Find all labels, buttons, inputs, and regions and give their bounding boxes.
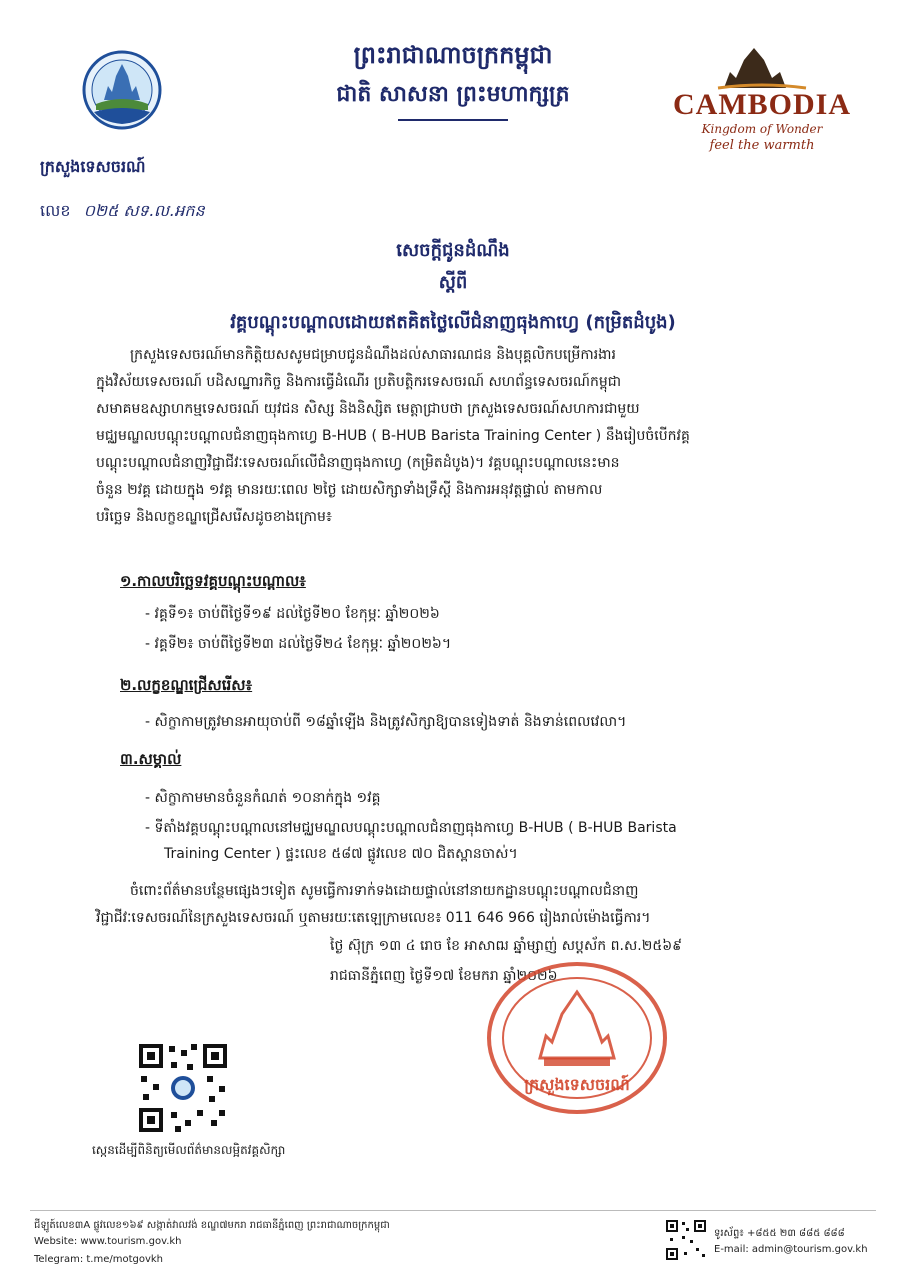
list-item-text: សិក្ខាកាមមានចំនួនកំណត់ ១០នាក់ក្នុង ១វគ្គ — [154, 790, 381, 806]
list-item-continuation: Training Center ) ផ្ទះលេខ ៥៨៧ ផ្លូវលេខ ៧០ ជិតស្ពានចាស់។ — [164, 846, 518, 862]
stamp-text: ក្រសួងទេសចរណ៍ — [524, 1075, 630, 1094]
ministry-of-tourism-logo — [82, 50, 162, 130]
list-item: - វគ្គទី១៖ ចាប់ពីថ្ងៃទី១៩ ដល់ថ្ងៃទី២០ ខែកុម្ភៈ ឆ្នាំ២០២៦ — [145, 606, 440, 622]
intro-line: មជ្ឈមណ្ឌលបណ្តុះបណ្តាលជំនាញធុងកាហ្វេ B-HUB ( B-HUB Barista Training Center ) នឹងរៀបចំបើកវគ្គ — [96, 428, 690, 444]
footer-phone: ទូរស័ព្ទ៖ +៨៥៥ ២៣ ៨៨៥ ៨៨៨ — [714, 1228, 845, 1239]
footer-address: ជីឡូត៍លេខ៣A ផ្លូវលេខ១៦៩ សង្កាត់វាលវង់ ខណ្ឌ៧មករា រាជធានីភ្នំពេញ ព្រះរាជាណាចក្រកម្ពុជា — [34, 1220, 390, 1231]
intro-line: បរិច្ឆេទ និងលក្ខខណ្ឌជ្រើសរើសដូចខាងក្រោម៖ — [96, 509, 332, 525]
reference-label: លេខ — [40, 201, 71, 220]
list-item-text: វគ្គទី១៖ ចាប់ពីថ្ងៃទី១៩ ដល់ថ្ងៃទី២០ ខែកុម្ភៈ ឆ្នាំ២០២៦ — [154, 606, 440, 622]
qr-caption: ស្កេនដើម្បីពិនិត្យមើលព័ត៌មានលម្អិតវគ្គសិក្សា — [92, 1143, 286, 1157]
document-type: សេចក្តីជូនដំណឹង — [396, 240, 510, 261]
intro-line: ចំនួន ២វគ្គ ដោយក្នុង ១វគ្គ មានរយៈពេល ២ថ្ងៃ ដោយសិក្សាទាំងទ្រឹស្តី និងការអនុវត្តផ្ទាល់ តាមកាល — [96, 482, 603, 498]
section-heading-criteria: ២.លក្ខខណ្ឌជ្រើសរើស៖ — [120, 676, 253, 694]
contact-line: ចំពោះព័ត៌មានបន្ថែមផ្សេងៗទៀត សូមធ្វើការទាក់ទងដោយផ្ទាល់នៅនាយកដ្ឋានបណ្តុះបណ្តាលជំនាញ — [130, 883, 639, 899]
footer-telegram[interactable]: Telegram: t.me/motgovkh — [34, 1254, 164, 1265]
brand-wordmark: CAMBODIA — [673, 88, 851, 121]
ministry-name: ក្រសួងទេសចរណ៍ — [40, 157, 146, 176]
national-motto: ជាតិ សាសនា ព្រះមហាក្សត្រ — [336, 82, 570, 107]
official-seal-stamp — [482, 958, 672, 1118]
list-item: - សិក្ខាកាមមានចំនួនកំណត់ ១០នាក់ក្នុង ១វគ្គ — [145, 790, 381, 806]
intro-paragraph — [96, 342, 836, 531]
course-qr-code[interactable] — [135, 1040, 231, 1136]
lunar-date: ថ្ងៃ ស៊ុក្រ ១៣ ៤ រោច ខែ អាសាឍ ឆ្នាំម្សាញ់ សប្តស័ក ព.ស.២៥៦៩ — [330, 938, 683, 954]
motto-divider — [398, 119, 508, 121]
footer-divider — [30, 1210, 876, 1211]
kingdom-heading: ព្រះរាជាណាចក្រកម្ពុជា — [353, 41, 553, 69]
list-item: - វគ្គទី២៖ ចាប់ពីថ្ងៃទី២៣ ដល់ថ្ងៃទី២៤ ខែកុម្ភៈ ឆ្នាំ២០២៦។ — [145, 636, 452, 652]
brand-tagline: feel the warmth — [709, 138, 815, 153]
reference-value: ០២៥ សទ.ល.អកន — [83, 201, 205, 220]
contact-paragraph — [96, 878, 856, 932]
footer-qr-code[interactable] — [664, 1218, 708, 1262]
intro-line: ក្នុងវិស័យទេសចរណ៍ បដិសណ្ឋារកិច្ច និងការធ្វើដំណើរ ប្រតិបត្តិករទេសចរណ៍ សហព័ន្ធទេសចរណ៍កម្ពុជា — [96, 374, 622, 390]
footer-website[interactable]: Website: www.tourism.gov.kh — [34, 1236, 182, 1247]
brand-subtitle: Kingdom of Wonder — [701, 122, 823, 136]
section-heading-schedule: ១.កាលបរិច្ឆេទវគ្គបណ្តុះបណ្តាល៖ — [120, 572, 306, 590]
section-heading-notes: ៣.សម្គាល់ — [120, 750, 182, 768]
reference-number — [40, 200, 205, 224]
list-item: - សិក្ខាកាមត្រូវមានអាយុចាប់ពី ១៨ឆ្នាំឡើង និងត្រូវសិក្សាឱ្យបានទៀងទាត់ និងទាន់ពេលវេលា។ — [145, 714, 627, 730]
intro-line: បណ្តុះបណ្តាលជំនាញវិជ្ជាជីវៈទេសចរណ៍លើជំនាញធុងកាហ្វេ (កម្រិតដំបូង)។ វគ្គបណ្តុះបណ្តាលនេះមាន — [96, 455, 620, 471]
list-item-text: ទីតាំងវគ្គបណ្តុះបណ្តាលនៅមជ្ឈមណ្ឌលបណ្តុះបណ្តាលជំនាញធុងកាហ្វេ B-HUB ( B-HUB Barista — [154, 820, 677, 836]
intro-line: សមាគមឧស្សាហកម្មទេសចរណ៍ យុវជន សិស្ស និងនិស្សិត មេត្តាជ្រាបថា ក្រសួងទេសចរណ៍សហការជាមួយ — [96, 401, 640, 417]
solar-date: រាជធានីភ្នំពេញ ថ្ងៃទី១៧ ខែមករា ឆ្នាំ២០២៦ — [330, 968, 558, 984]
intro-line: ក្រសួងទេសចរណ៍មានកិត្តិយសសូមជម្រាបជូនដំណឹងដល់សាធារណជន និងបុគ្គលិកបម្រើការងារ — [130, 347, 616, 363]
footer-email[interactable]: E-mail: admin@tourism.gov.kh — [714, 1244, 868, 1255]
list-item-text: វគ្គទី២៖ ចាប់ពីថ្ងៃទី២៣ ដល់ថ្ងៃទី២៤ ខែកុម្ភៈ ឆ្នាំ២០២៦។ — [154, 636, 452, 652]
about-label: ស្តីពី — [438, 272, 468, 293]
list-item: - ទីតាំងវគ្គបណ្តុះបណ្តាលនៅមជ្ឈមណ្ឌលបណ្តុះបណ្តាលជំនាញធុងកាហ្វេ B-HUB ( B-HUB Barista — [145, 820, 677, 836]
list-item-text: សិក្ខាកាមត្រូវមានអាយុចាប់ពី ១៨ឆ្នាំឡើង និងត្រូវសិក្សាឱ្យបានទៀងទាត់ និងទាន់ពេលវេលា។ — [154, 714, 627, 730]
document-title: វគ្គបណ្តុះបណ្តាលដោយឥតគិតថ្លៃលើជំនាញធុងកាហ្វេ (កម្រិតដំបូង) — [230, 312, 676, 333]
contact-line: វិជ្ជាជីវៈទេសចរណ៍នៃក្រសួងទេសចរណ៍ ឬតាមរយៈតេឡេក្រាមលេខ៖ 011 646 966 រៀងរាល់ម៉ោងធ្វើការ។ — [96, 910, 651, 926]
